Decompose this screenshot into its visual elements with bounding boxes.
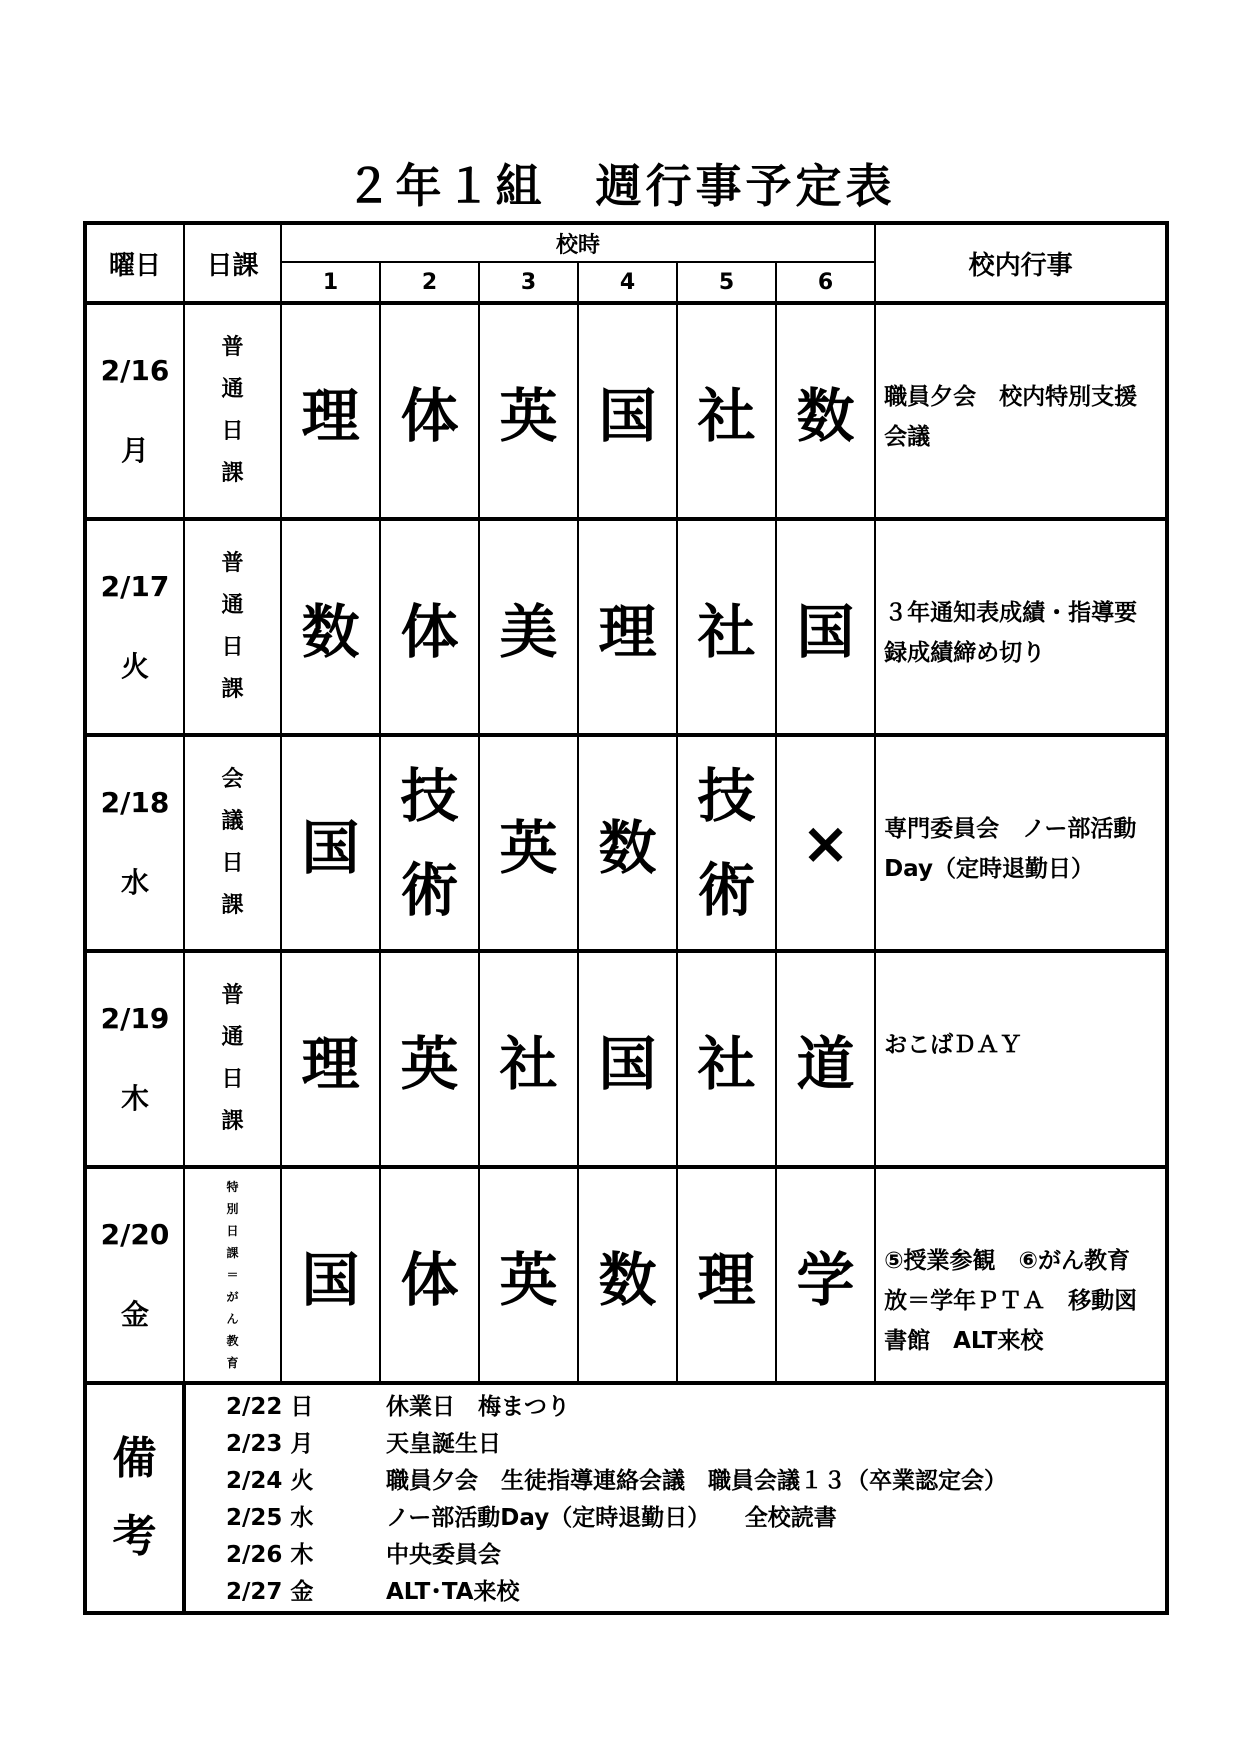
subject-cell [479, 735, 578, 951]
day-date: 2/18 [100, 786, 170, 819]
event-line: 放＝学年ＰＴＡ 移動図 [884, 1288, 1138, 1314]
subject-cell [578, 1167, 677, 1383]
subject-char: 数 [598, 1246, 657, 1314]
subject-cell [380, 1167, 479, 1383]
subject-char: 国 [598, 1030, 657, 1098]
subject-char: 学 [796, 1246, 855, 1314]
subject-char: 理 [697, 1246, 756, 1314]
period-number: 4 [578, 262, 677, 303]
day-weekday: 水 [120, 866, 149, 899]
nikka-char: 普 [221, 551, 244, 576]
event-line: 職員夕会 校内特別支援 [884, 384, 1138, 410]
subject-cell [677, 951, 776, 1167]
note-line [226, 1537, 1165, 1574]
day-events [875, 735, 1167, 951]
subject-cell [578, 519, 677, 735]
day-date-cell [85, 951, 184, 1167]
nikka-char: 別 [226, 1202, 239, 1216]
subject-cell [479, 519, 578, 735]
nikka-char: 普 [221, 983, 244, 1008]
note-text: 中央委員会 [386, 1542, 501, 1568]
note-text: ノー部活動Day（定時退勤日） 全校読書 [386, 1505, 837, 1531]
subject-char: 体 [400, 1246, 459, 1314]
subject-char: 数 [796, 382, 855, 450]
header-koji: 校時 [281, 223, 875, 262]
subject-cell [578, 951, 677, 1167]
period-number: 1 [281, 262, 380, 303]
day-events [875, 1167, 1167, 1383]
subject-char: 社 [697, 382, 756, 450]
day-date-cell [85, 1167, 184, 1383]
header-events: 校内行事 [875, 223, 1167, 303]
day-nikka [184, 735, 281, 951]
period-number: 3 [479, 262, 578, 303]
day-date-cell [85, 303, 184, 519]
event-line: 専門委員会 ノー部活動 [884, 816, 1137, 842]
note-date: 2/26 木 [226, 1542, 314, 1568]
nikka-char: 特 [226, 1180, 239, 1194]
nikka-char: 会 [221, 767, 244, 792]
biko-char: 考 [112, 1511, 157, 1562]
note-date: 2/25 水 [226, 1505, 314, 1531]
subject-cell [677, 1167, 776, 1383]
day-events [875, 303, 1167, 519]
subject-cell [677, 735, 776, 951]
day-date: 2/19 [100, 1002, 170, 1035]
event-line: 録成績締め切り [884, 640, 1046, 666]
subject-cell [479, 951, 578, 1167]
subject-cell [578, 303, 677, 519]
subject-char: 国 [796, 598, 855, 666]
note-text: 天皇誕生日 [386, 1431, 501, 1457]
note-date: 2/23 月 [226, 1431, 314, 1457]
day-weekday: 火 [120, 650, 149, 683]
nikka-char: 課 [221, 1109, 244, 1134]
subject-char: 社 [499, 1030, 558, 1098]
nikka-char: 通 [221, 377, 244, 402]
day-date-cell [85, 735, 184, 951]
day-nikka [184, 951, 281, 1167]
nikka-char: ん [226, 1312, 239, 1326]
subject-cell [380, 519, 479, 735]
subject-char: 数 [598, 814, 657, 882]
subject-char: 英 [499, 814, 558, 882]
subject-cell [380, 951, 479, 1167]
subject-char: 体 [400, 598, 459, 666]
subject-cell [776, 735, 875, 951]
subject-char: 社 [697, 1030, 756, 1098]
note-line [226, 1463, 1165, 1500]
note-text: 休業日 梅まつり [386, 1394, 570, 1420]
subject-cell [479, 1167, 578, 1383]
subject-char: 英 [499, 1246, 558, 1314]
subject-cell [578, 735, 677, 951]
note-line [226, 1389, 1165, 1426]
subject-char: 技 [400, 762, 459, 830]
nikka-char: 日 [221, 851, 244, 876]
subject-cell [281, 1167, 380, 1383]
subject-char: 数 [301, 598, 360, 666]
period-number: 2 [380, 262, 479, 303]
event-line: おこばＤＡＹ [884, 1032, 1023, 1058]
note-date: 2/22 日 [226, 1394, 314, 1420]
subject-char: 美 [499, 598, 558, 666]
day-events [875, 951, 1167, 1167]
biko-row [85, 1383, 1167, 1613]
subject-cell [281, 303, 380, 519]
event-line: ３年通知表成績・指導要 [884, 600, 1138, 626]
nikka-char: 普 [221, 335, 244, 360]
day-row [85, 735, 1167, 951]
nikka-char: 教 [226, 1334, 239, 1348]
day-weekday: 金 [120, 1298, 149, 1331]
subject-cell [380, 303, 479, 519]
subject-cell [776, 303, 875, 519]
biko-notes [184, 1383, 1167, 1613]
nikka-char: 日 [221, 1067, 244, 1092]
event-line: ⑤授業参観 ⑥がん教育 [884, 1248, 1131, 1274]
day-row [85, 951, 1167, 1167]
subject-char: × [801, 809, 850, 877]
nikka-char: 課 [221, 677, 244, 702]
subject-char: 体 [400, 382, 459, 450]
subject-cell [380, 735, 479, 951]
subject-char: 理 [301, 1030, 360, 1098]
nikka-char: 課 [221, 461, 244, 486]
subject-char: 理 [301, 382, 360, 450]
subject-char: 社 [697, 598, 756, 666]
nikka-char: 日 [226, 1224, 239, 1238]
event-line: 書館 ALT来校 [884, 1328, 1044, 1354]
day-weekday: 月 [120, 434, 149, 467]
day-date-cell [85, 519, 184, 735]
subject-cell [281, 951, 380, 1167]
note-line [226, 1574, 1165, 1611]
nikka-char: が [226, 1290, 239, 1304]
subject-cell [281, 735, 380, 951]
day-nikka [184, 1167, 281, 1383]
note-text: 職員夕会 生徒指導連絡会議 職員会議１３（卒業認定会） [386, 1468, 1007, 1494]
day-date: 2/17 [100, 570, 170, 603]
subject-char: 術 [400, 856, 459, 924]
nikka-char: 課 [226, 1246, 239, 1260]
nikka-char: 議 [221, 809, 244, 834]
subject-cell [776, 519, 875, 735]
note-line [226, 1426, 1165, 1463]
note-date: 2/24 火 [226, 1468, 314, 1494]
subject-cell [776, 1167, 875, 1383]
day-row [85, 519, 1167, 735]
day-row [85, 303, 1167, 519]
nikka-char: 課 [221, 893, 244, 918]
subject-cell [479, 303, 578, 519]
subject-cell [281, 519, 380, 735]
subject-char: 英 [499, 382, 558, 450]
biko-label [85, 1383, 184, 1613]
nikka-char: 日 [221, 635, 244, 660]
day-date: 2/20 [100, 1218, 170, 1251]
subject-char: 理 [598, 598, 657, 666]
subject-cell [776, 951, 875, 1167]
day-nikka [184, 303, 281, 519]
header-weekday: 曜日 [85, 223, 184, 303]
event-line: Day（定時退勤日） [884, 856, 1094, 882]
nikka-char: ＝ [226, 1268, 239, 1282]
note-text: ALT･TA来校 [386, 1579, 520, 1605]
period-number: 6 [776, 262, 875, 303]
subject-char: 国 [301, 814, 360, 882]
day-row [85, 1167, 1167, 1383]
nikka-char: 通 [221, 1025, 244, 1050]
nikka-char: 日 [221, 419, 244, 444]
day-date: 2/16 [100, 354, 170, 387]
note-line [226, 1500, 1165, 1537]
event-line: 会議 [884, 424, 931, 450]
day-events [875, 519, 1167, 735]
nikka-char: 育 [226, 1356, 239, 1370]
subject-char: 国 [598, 382, 657, 450]
subject-char: 術 [697, 856, 756, 924]
subject-char: 国 [301, 1246, 360, 1314]
page-title: ２年１組 週行事予定表 [345, 159, 896, 213]
subject-cell [677, 303, 776, 519]
header-nikka: 日課 [184, 223, 281, 303]
subject-cell [677, 519, 776, 735]
nikka-char: 通 [221, 593, 244, 618]
subject-char: 技 [697, 762, 756, 830]
period-number: 5 [677, 262, 776, 303]
subject-char: 英 [400, 1030, 459, 1098]
note-date: 2/27 金 [226, 1579, 314, 1605]
day-nikka [184, 519, 281, 735]
day-weekday: 木 [120, 1082, 149, 1115]
biko-char: 備 [112, 1433, 157, 1484]
weekly-schedule-table [83, 221, 1169, 1615]
subject-char: 道 [796, 1030, 855, 1098]
